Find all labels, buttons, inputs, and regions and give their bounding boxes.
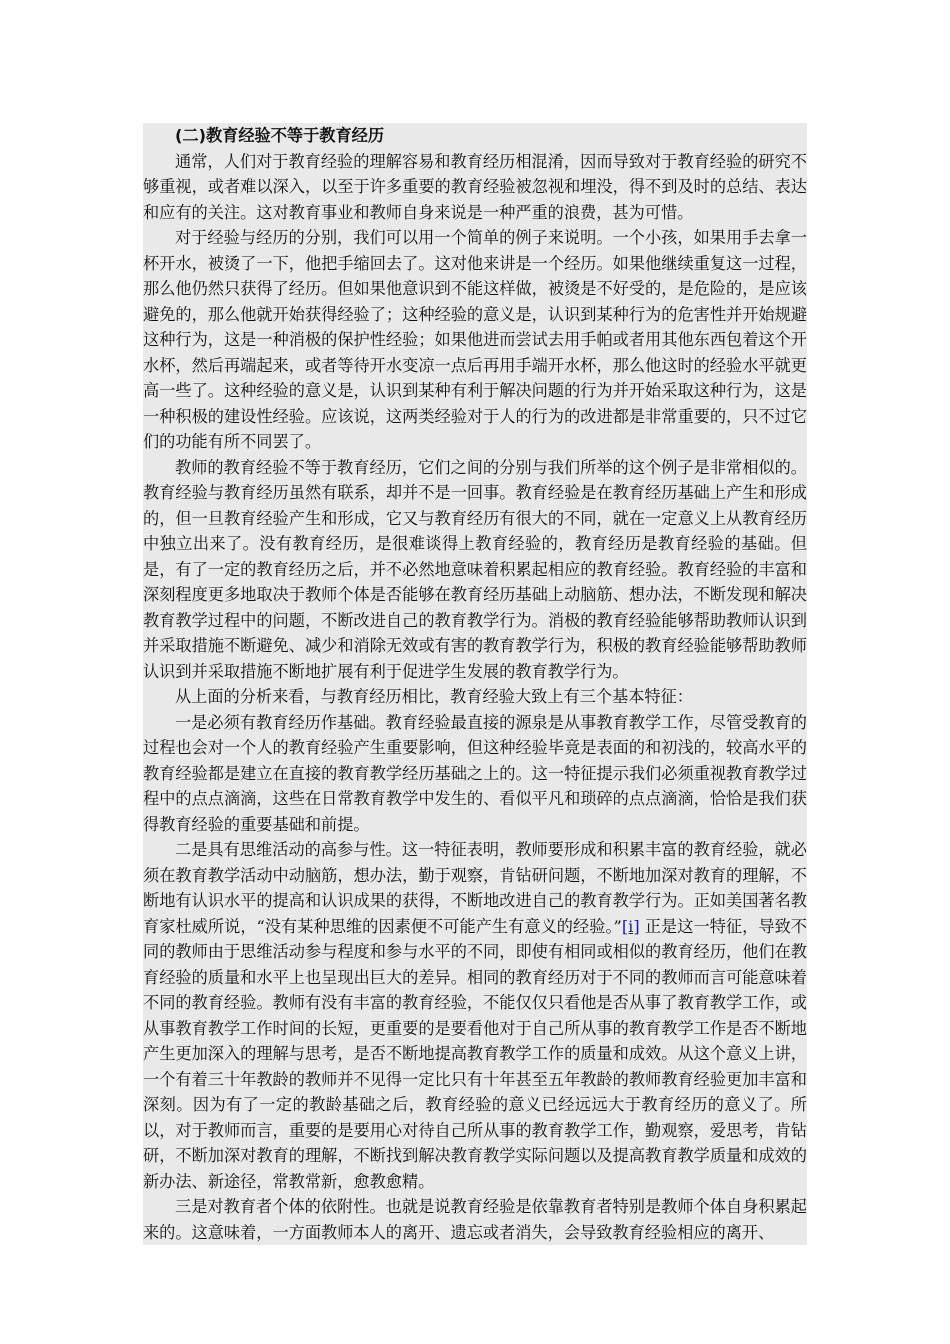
paragraph: 从上面的分析来看，与教育经历相比，教育经验大致上有三个基本特征：	[175, 687, 693, 706]
paragraph: 对于经验与经历的分别，我们可以用一个简单的例子来说明。一个小孩，如果用手去拿一杯开水，被烫了一下，他把手缩回去了。这对他来讲是一个经历。如果他继续重复这一过程，那么他仍然只获得了经历。但如果他意识到不能这样做，被烫是不好受的，是危险的，是应该避免的，那么他就开始获得经验了；这种经验的意义是，认识到某种行为的危害性并开始规避这种行为，这是一种消极的保护性经验；如果他进而尝试去用手帕或者用其他东西包着这个开水杯，然后再端起来，或者等待开水变凉一点后再用手端开水杯，那么他这时的经验水平就更高一些了。这种经验的意义是，认识到某种有利于解决问题的行为并开始采取这种行为，这是一种积极的建设性经验。应该说，这两类经验对于人的行为的改进都是非常重要的，只不过它们的功能有所不同罢了。	[143, 228, 807, 451]
paragraph	[143, 837, 807, 1194]
footnote-link[interactable]: [i]	[621, 916, 640, 936]
section-heading: (二)教育经验不等于教育经历	[175, 126, 385, 145]
document-body	[143, 123, 807, 1245]
paragraph-text: 二是具有思维活动的高参与性。这一特征表明，教师要形成和积累丰富的教育经验，就必须在教育教学活动中动脑筋，想办法，勤于观察，肯钻研问题，不断地加深对教育的理解，不断地有认识水平的提高和认识成果的获得，不断地改进自己的教育教学行为。正如美国著名教育家杜威所说，“没有某种思维的因素便不可能产生有意义的经验。”	[143, 840, 807, 936]
paragraph: 一是必须有教育经历作基础。教育经验最直接的源泉是从事教育教学工作，尽管受教育的过程也会对一个人的教育经验产生重要影响，但这种经验毕竟是表面的和初浅的，较高水平的教育经验都是建立在直接的教育教学经历基础之上的。这一特征提示我们必须重视教育教学过程中的点点滴滴，这些在日常教育教学中发生的、看似平凡和琐碎的点点滴滴，恰恰是我们获得教育经验的重要基础和前提。	[143, 712, 807, 834]
paragraph: 通常，人们对于教育经验的理解容易和教育经历相混淆，因而导致对于教育经验的研究不够重视，或者难以深入，以至于许多重要的教育经验被忽视和埋没，得不到及时的总结、表达和应有的关注。这对教育事业和教师自身来说是一种严重的浪费，甚为可惜。	[143, 151, 807, 222]
paragraph: 教师的教育经验不等于教育经历，它们之间的分别与我们所举的这个例子是非常相似的。教育经验与教育经历虽然有联系，却并不是一回事。教育经验是在教育经历基础上产生和形成的，但一旦教育经验产生和形成，它又与教育经历有很大的不同，就在一定意义上从教育经历中独立出来了。没有教育经历，是很难谈得上教育经验的，教育经历是教育经验的基础。但是，有了一定的教育经历之后，并不必然地意味着积累起相应的教育经验。教育经验的丰富和深刻程度更多地取决于教师个体是否能够在教育经历基础上动脑筋、想办法，不断发现和解决教育教学过程中的问题，不断改进自己的教育教学行为。消极的教育经验能够帮助教师认识到并采取措施不断避免、减少和消除无效或有害的教育教学行为，积极的教育经验能够帮助教师认识到并采取措施不断地扩展有利于促进学生发展的教育教学行为。	[143, 457, 807, 681]
paragraph: 三是对教育者个体的依附性。也就是说教育经验是依靠教育者特别是教师个体自身积累起来的。这意味着，一方面教师本人的离开、遗忘或者消失，会导致教育经验相应的离开、	[143, 1197, 807, 1242]
paragraph-text: 正是这一特征，导致不同的教师由于思维活动参与程度和参与水平的不同，即使有相同或相似的教育经历，他们在教育经验的质量和水平上也呈现出巨大的差异。相同的教育经历对于不同的教师而言可能意味着不同的教育经验。教师有没有丰富的教育经验，不能仅仅只看他是否从事了教育教学工作，或从事教育教学工作时间的长短，更重要的是要看他对于自己所从事的教育教学工作是否不断地产生更加深入的理解与思考，是否不断地提高教育教学工作的质量和成效。从这个意义上讲，一个有着三十年教龄的教师并不见得一定比只有十年甚至五年教龄的教师教育经验更加丰富和深刻。因为有了一定的教龄基础之后，教育经验的意义已经远远大于教育经历的意义了。所以，对于教师而言，重要的是要用心对待自己所从事的教育教学工作，勤观察，爱思考，肯钻研，不断加深对教育的理解，不断找到解决教育教学实际问题以及提高教育教学质量和成效的新办法、新途径，常教常新，愈教愈精。	[143, 916, 807, 1191]
